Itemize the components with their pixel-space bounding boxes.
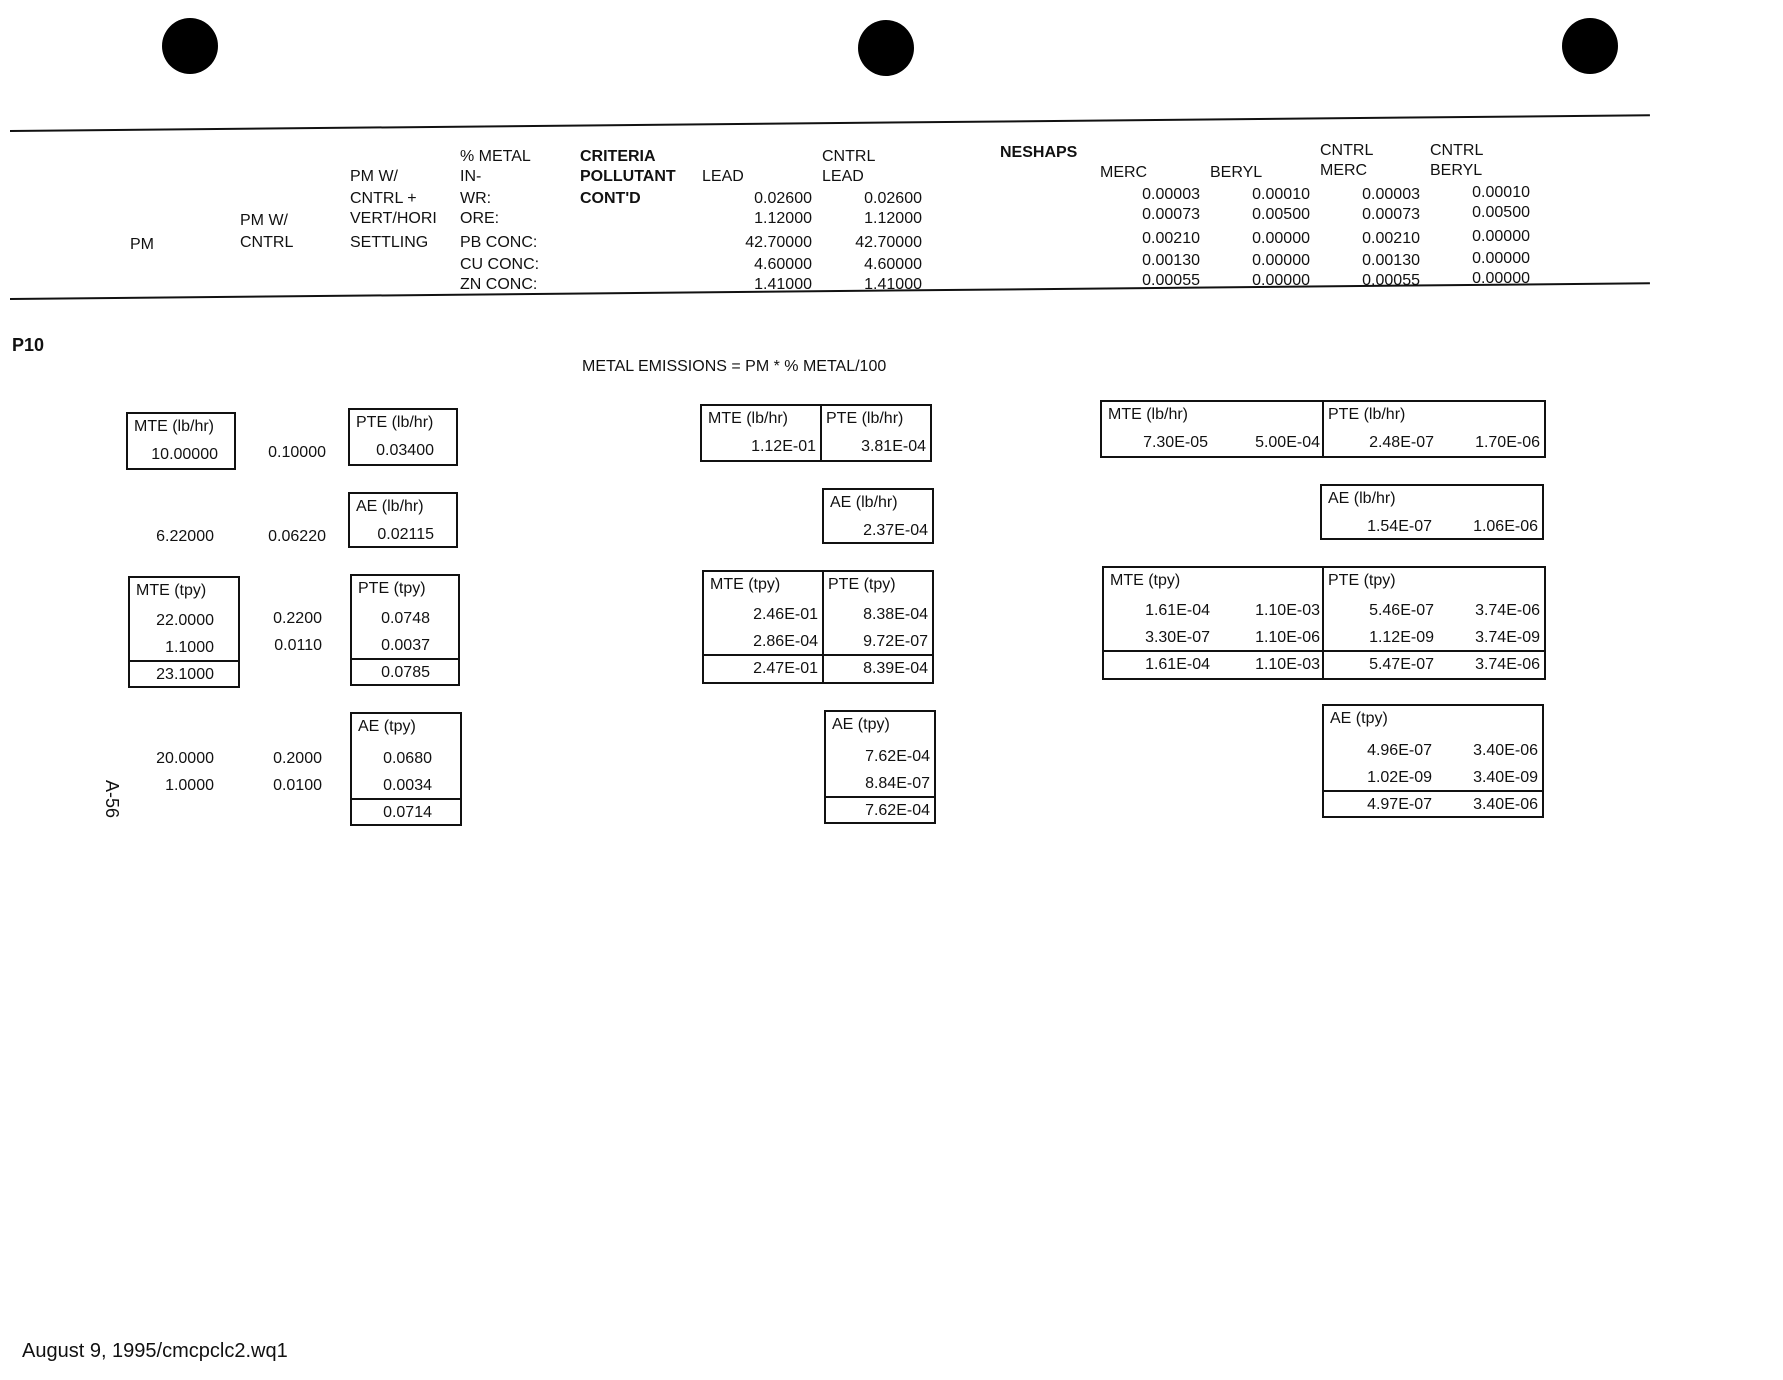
header-row-cntrl-lead: 4.60000	[864, 256, 922, 273]
header-cntrl-beryl-2: BERYL	[1430, 162, 1483, 179]
left-ae-tpy-divider	[352, 798, 460, 800]
header-row-beryl: 0.00010	[1252, 186, 1310, 203]
header-row-lead: 1.41000	[754, 276, 812, 293]
header-row-merc: 0.00003	[1142, 186, 1200, 203]
left-ae-lbhr-box	[348, 492, 458, 548]
mid-ae-lbhr-value: 2.37E-04	[863, 522, 928, 539]
header-criteria-2: POLLUTANT	[580, 168, 676, 185]
mid-pte-tpy-value: 8.38E-04	[863, 606, 928, 623]
header-merc: MERC	[1100, 164, 1148, 181]
left-ae-tpy-total: 0.0714	[383, 804, 432, 821]
header-pm-w-cntrl-vert-4: SETTLING	[350, 234, 429, 251]
left-ae-tpy-ctrl: 0.2000	[273, 750, 322, 767]
right-ae-tpy-merc-total: 4.97E-07	[1367, 796, 1432, 813]
right-mte-lbhr-label: MTE (lb/hr)	[1108, 406, 1188, 423]
header-metal-in-4: ORE:	[460, 210, 500, 227]
left-pte-tpy-total: 0.0785	[381, 664, 430, 681]
left-mte-tpy-ctrl: 0.0110	[274, 637, 322, 654]
mid-lbhr-divider	[820, 406, 822, 460]
header-row-cntrl-lead: 1.12000	[864, 210, 922, 227]
left-mte-tpy-total: 23.1000	[156, 666, 214, 683]
left-ae-lbhr-ctrl: 0.06220	[268, 528, 326, 545]
header-row-merc: 0.00073	[1142, 206, 1200, 223]
header-criteria-1: CRITERIA	[580, 148, 656, 165]
header-metal-in-7: ZN CONC:	[460, 276, 538, 293]
header-row-cntrl-merc: 0.00003	[1362, 186, 1420, 203]
header-beryl: BERYL	[1210, 164, 1263, 181]
header-row-beryl: 0.00000	[1252, 230, 1310, 247]
right-ae-tpy-divider	[1324, 790, 1542, 792]
header-cntrl-beryl-1: CNTRL	[1430, 142, 1484, 159]
mid-tpy-divider	[822, 572, 824, 682]
formula-text: METAL EMISSIONS = PM * % METAL/100	[582, 358, 887, 375]
header-metal-in-6: CU CONC:	[460, 256, 540, 273]
header-cntrl-lead-1: CNTRL	[822, 148, 876, 165]
right-pte-lbhr-beryl: 1.70E-06	[1475, 434, 1540, 451]
header-row-merc: 0.00130	[1142, 252, 1200, 269]
left-mte-tpy-box	[128, 576, 240, 688]
mid-ae-tpy-value: 7.62E-04	[865, 748, 930, 765]
header-row-cntrl-beryl: 0.00500	[1472, 204, 1530, 221]
left-ae-lbhr-value: 0.02115	[377, 526, 434, 543]
right-pte-tpy-merc: 1.12E-09	[1369, 629, 1434, 646]
left-ae-tpy-ctrl: 0.0100	[273, 777, 322, 794]
mid-mte-tpy-value: 2.46E-01	[753, 606, 818, 623]
right-ae-tpy-merc: 1.02E-09	[1367, 769, 1432, 786]
right-ae-tpy-beryl: 3.40E-09	[1473, 769, 1538, 786]
mid-mte-tpy-label: MTE (tpy)	[710, 576, 781, 593]
left-ae-lbhr-pm: 6.22000	[156, 528, 214, 545]
left-mte-lbhr-label: MTE (lb/hr)	[134, 418, 214, 435]
left-ae-tpy-value: 0.0034	[383, 777, 432, 794]
mid-pte-lbhr-label: PTE (lb/hr)	[826, 410, 904, 427]
right-mte-lbhr-merc: 7.30E-05	[1143, 434, 1208, 451]
header-metal-in-3: WR:	[460, 190, 492, 207]
right-ae-tpy-beryl-total: 3.40E-06	[1473, 796, 1538, 813]
header-lead: LEAD	[702, 168, 744, 185]
header-pm: PM	[130, 236, 154, 253]
binder-hole-left	[162, 18, 218, 74]
header-cntrl-merc-1: CNTRL	[1320, 142, 1374, 159]
left-pte-tpy-value: 0.0748	[381, 610, 430, 627]
mid-ae-tpy-label: AE (tpy)	[832, 716, 890, 733]
right-tpy-box	[1102, 566, 1546, 680]
mid-pte-tpy-label: PTE (tpy)	[828, 576, 896, 593]
header-row-cntrl-lead: 1.41000	[864, 276, 922, 293]
left-ae-tpy-pm: 20.0000	[156, 750, 214, 767]
right-ae-lbhr-merc: 1.54E-07	[1367, 518, 1432, 535]
mid-ae-lbhr-label: AE (lb/hr)	[830, 494, 898, 511]
header-cntrl-merc-2: MERC	[1320, 162, 1368, 179]
right-pte-lbhr-label: PTE (lb/hr)	[1328, 406, 1406, 423]
right-pte-tpy-beryl: 3.74E-09	[1475, 629, 1540, 646]
mid-ae-tpy-total: 7.62E-04	[865, 802, 930, 819]
header-neshaps: NESHAPS	[1000, 144, 1078, 161]
left-mte-tpy-divider	[130, 660, 238, 662]
header-row-lead: 1.12000	[754, 210, 812, 227]
left-pte-tpy-box	[350, 574, 460, 686]
mid-mte-lbhr-label: MTE (lb/hr)	[708, 410, 788, 427]
right-ae-lbhr-beryl: 1.06E-06	[1473, 518, 1538, 535]
binder-hole-right	[1562, 18, 1618, 74]
left-mte-tpy-label: MTE (tpy)	[136, 582, 207, 599]
left-pte-tpy-label: PTE (tpy)	[358, 580, 426, 597]
header-row-lead: 0.02600	[754, 190, 812, 207]
right-pte-tpy-merc-total: 5.47E-07	[1369, 656, 1434, 673]
right-mte-tpy-merc-total: 1.61E-04	[1145, 656, 1210, 673]
mid-pte-lbhr-value: 3.81E-04	[861, 438, 926, 455]
right-mte-tpy-beryl-total: 1.10E-03	[1255, 656, 1320, 673]
header-row-merc: 0.00210	[1142, 230, 1200, 247]
left-ae-tpy-box	[350, 712, 462, 826]
right-mte-lbhr-beryl: 5.00E-04	[1255, 434, 1320, 451]
right-ae-lbhr-label: AE (lb/hr)	[1328, 490, 1396, 507]
right-ae-tpy-beryl: 3.40E-06	[1473, 742, 1538, 759]
right-pte-tpy-beryl: 3.74E-06	[1475, 602, 1540, 619]
left-pte-tpy-divider	[352, 658, 458, 660]
right-ae-tpy-box	[1322, 704, 1544, 818]
mid-ae-lbhr-box	[822, 488, 934, 544]
header-row-cntrl-merc: 0.00055	[1362, 272, 1420, 289]
mid-pte-tpy-value: 9.72E-07	[863, 633, 928, 650]
header-criteria-3: CONT'D	[580, 190, 641, 207]
header-row-beryl: 0.00000	[1252, 272, 1310, 289]
header-pm-w-cntrl-vert-1: PM W/	[350, 168, 398, 185]
left-pte-tpy-value: 0.0037	[381, 637, 430, 654]
left-mte-tpy-value: 1.1000	[165, 639, 214, 656]
page-number: A-56	[102, 780, 122, 819]
header-pm-w-cntrl-vert-3: VERT/HORI	[350, 210, 437, 227]
header-row-cntrl-merc: 0.00073	[1362, 206, 1420, 223]
left-mte-lbhr-value: 10.00000	[151, 446, 218, 463]
right-mte-tpy-label: MTE (tpy)	[1110, 572, 1181, 589]
header-row-cntrl-merc: 0.00210	[1362, 230, 1420, 247]
left-mte-tpy-value: 22.0000	[156, 612, 214, 629]
left-ae-tpy-pm: 1.0000	[165, 777, 214, 794]
left-ae-tpy-label: AE (tpy)	[358, 718, 416, 735]
mid-mte-tpy-total: 2.47E-01	[753, 660, 818, 677]
header-pm-w-cntrl-2: CNTRL	[240, 234, 294, 251]
header-row-lead: 42.70000	[745, 234, 812, 251]
header-row-merc: 0.00055	[1142, 272, 1200, 289]
left-ae-lbhr-label: AE (lb/hr)	[356, 498, 424, 515]
right-pte-tpy-merc: 5.46E-07	[1369, 602, 1434, 619]
section-label: P10	[12, 335, 45, 355]
header-row-cntrl-beryl: 0.00010	[1472, 184, 1530, 201]
right-ae-lbhr-box	[1320, 484, 1544, 540]
right-ae-tpy-merc: 4.96E-07	[1367, 742, 1432, 759]
header-row-cntrl-lead: 0.02600	[864, 190, 922, 207]
header-row-lead: 4.60000	[754, 256, 812, 273]
mid-tpy-total-divider	[704, 654, 932, 656]
header-top-rule	[10, 114, 1650, 132]
header-metal-in-5: PB CONC:	[460, 234, 538, 251]
mid-tpy-box	[702, 570, 934, 684]
header-row-cntrl-beryl: 0.00000	[1472, 228, 1530, 245]
footer-text: August 9, 1995/cmcpclc2.wq1	[22, 1340, 288, 1362]
left-pte-lbhr-box	[348, 408, 458, 466]
mid-ae-tpy-value: 8.84E-07	[865, 775, 930, 792]
mid-mte-lbhr-value: 1.12E-01	[751, 438, 816, 455]
mid-ae-tpy-divider	[826, 796, 934, 798]
header-row-beryl: 0.00000	[1252, 252, 1310, 269]
header-metal-in-2: IN-	[460, 168, 482, 185]
right-mte-tpy-beryl: 1.10E-03	[1255, 602, 1320, 619]
right-tpy-total-divider	[1104, 650, 1544, 652]
left-pte-lbhr-value: 0.03400	[376, 442, 434, 459]
header-cntrl-lead-2: LEAD	[822, 168, 864, 185]
header-pm-w-cntrl-1: PM W/	[240, 212, 288, 229]
right-lbhr-box	[1100, 400, 1546, 458]
header-metal-in-1: % METAL	[460, 148, 531, 165]
mid-lbhr-box	[700, 404, 932, 462]
left-pte-lbhr-label: PTE (lb/hr)	[356, 414, 434, 431]
binder-hole-center	[858, 20, 914, 76]
left-mte-tpy-ctrl: 0.2200	[273, 610, 322, 627]
right-mte-tpy-merc: 1.61E-04	[1145, 602, 1210, 619]
header-row-cntrl-lead: 42.70000	[855, 234, 922, 251]
right-ae-tpy-label: AE (tpy)	[1330, 710, 1388, 727]
header-row-cntrl-beryl: 0.00000	[1472, 250, 1530, 267]
mid-mte-tpy-value: 2.86E-04	[753, 633, 818, 650]
right-pte-tpy-label: PTE (tpy)	[1328, 572, 1396, 589]
right-pte-lbhr-merc: 2.48E-07	[1369, 434, 1434, 451]
left-mte-lbhr-box	[126, 412, 236, 470]
right-mte-tpy-beryl: 1.10E-06	[1255, 629, 1320, 646]
right-mte-tpy-merc: 3.30E-07	[1145, 629, 1210, 646]
mid-ae-tpy-box	[824, 710, 936, 824]
header-row-cntrl-beryl: 0.00000	[1472, 270, 1530, 287]
header-row-cntrl-merc: 0.00130	[1362, 252, 1420, 269]
mid-pte-tpy-total: 8.39E-04	[863, 660, 928, 677]
header-row-beryl: 0.00500	[1252, 206, 1310, 223]
right-pte-tpy-beryl-total: 3.74E-06	[1475, 656, 1540, 673]
header-pm-w-cntrl-vert-2: CNTRL +	[350, 190, 417, 207]
left-ae-tpy-value: 0.0680	[383, 750, 432, 767]
left-mte-lbhr-ctrl: 0.10000	[268, 444, 326, 461]
